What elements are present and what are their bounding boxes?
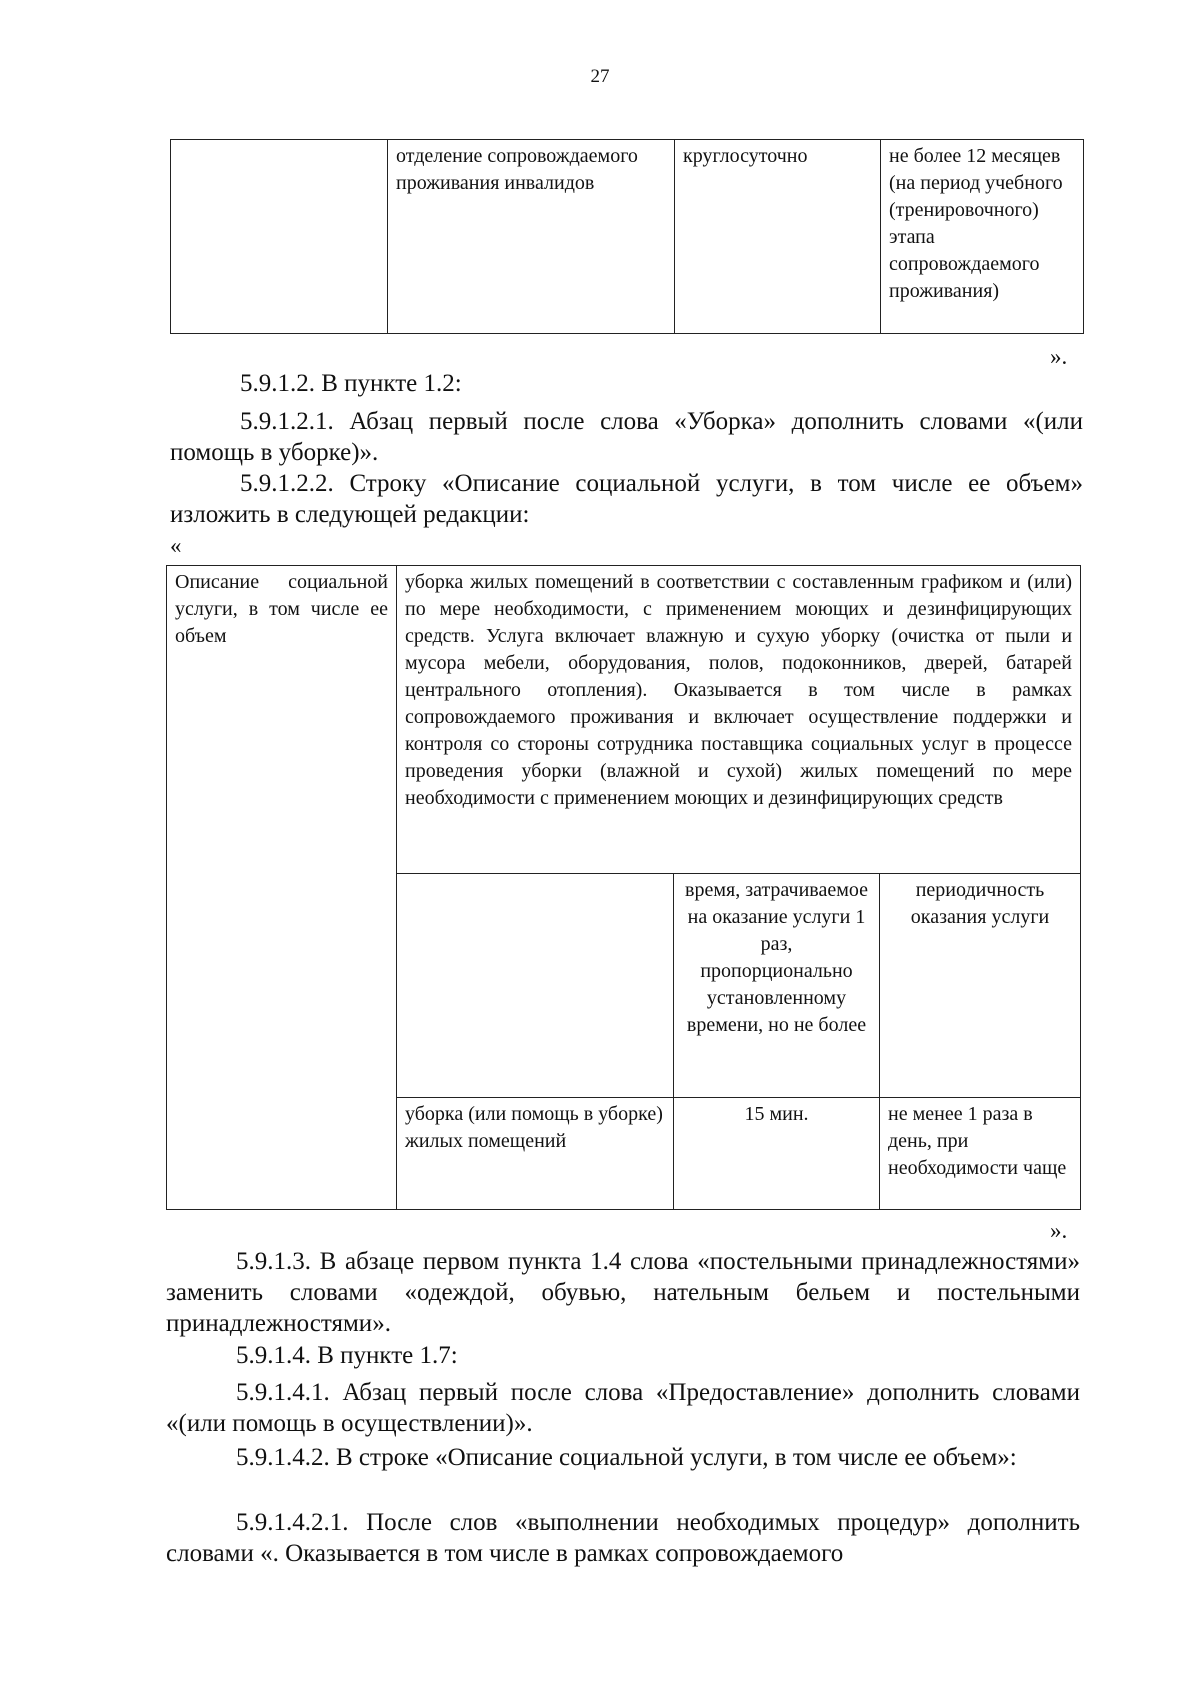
table-cell-service-periodicity: не менее 1 раза в день, при необходимости чаще <box>880 1098 1081 1210</box>
table-cell-service-name: уборка (или помощь в уборке) жилых помещений <box>397 1098 674 1210</box>
table-cell-empty <box>171 140 388 334</box>
paragraph: 5.9.1.3. В абзаце первом пункта 1.4 слова «постельными принадлежностями» заменить словами «одеждой, обувью, нательным бельем и постельными принадлежностями». <box>166 1248 1080 1337</box>
paragraph: 5.9.1.2.2. Строку «Описание социальной услуги, в том числе ее объем» изложить в следующей редакции: <box>170 470 1083 528</box>
paragraph: 5.9.1.4.2. В строке «Описание социальной услуги, в том числе ее объем»: <box>236 1444 1017 1471</box>
closing-quote: ». <box>1050 1218 1068 1243</box>
table-row <box>171 140 1084 334</box>
paragraph: 5.9.1.4.2.1. После слов «выполнении необходимых процедур» дополнить словами «. Оказывается в том числе в рамках сопровождаемого <box>166 1509 1080 1567</box>
opening-quote: « <box>170 533 182 558</box>
table-continuation <box>170 139 1084 334</box>
table-header-time: время, затрачиваемое на оказание услуги 1 раз, пропорционально установленному времени, но не более <box>674 874 880 1098</box>
table-cell-department: отделение сопровождаемого проживания инвалидов <box>388 140 675 334</box>
table-cell-description: уборка жилых помещений в соответствии с составленным графиком и (или) по мере необходимости, с применением моющих и дезинфицирующих средств. Услуга включает влажную и сухую уборку (очистка от пыли и мусора мебели, оборудования, полов, подоконников, дверей, батарей центрального отопления). Оказывается в том числе в рамках сопровождаемого проживания и включает осуществление поддержки и контроля со стороны сотрудника поставщика социальных услуг в процессе проведения уборки (влажной и сухой) жилых помещений по мере необходимости с применением моющих и дезинфицирующих средств <box>397 566 1081 874</box>
paragraph: 5.9.1.2.1. Абзац первый после слова «Уборка» дополнить словами «(или помощь в уборке)». <box>170 408 1083 466</box>
page-number: 27 <box>590 66 610 87</box>
table-cell-label: Описание социальной услуги, в том числе ее объем <box>167 566 397 1210</box>
paragraph: 5.9.1.4.1. Абзац первый после слова «Предоставление» дополнить словами «(или помощь в осуществлении)». <box>166 1379 1080 1437</box>
paragraph: 5.9.1.2. В пункте 1.2: <box>240 370 462 397</box>
table-cell-schedule: круглосуточно <box>675 140 881 334</box>
table-cell-service-time: 15 мин. <box>674 1098 880 1210</box>
table-service-description <box>166 565 1081 1210</box>
closing-quote: ». <box>1050 344 1068 369</box>
table-header-periodicity: периодичность оказания услуги <box>880 874 1081 1098</box>
paragraph: 5.9.1.4. В пункте 1.7: <box>236 1342 458 1369</box>
table-row <box>167 566 1081 874</box>
table-cell-duration: не более 12 месяцев (на период учебного (тренировочного) этапа сопровождаемого проживания) <box>881 140 1084 334</box>
table-cell-empty <box>397 874 674 1098</box>
